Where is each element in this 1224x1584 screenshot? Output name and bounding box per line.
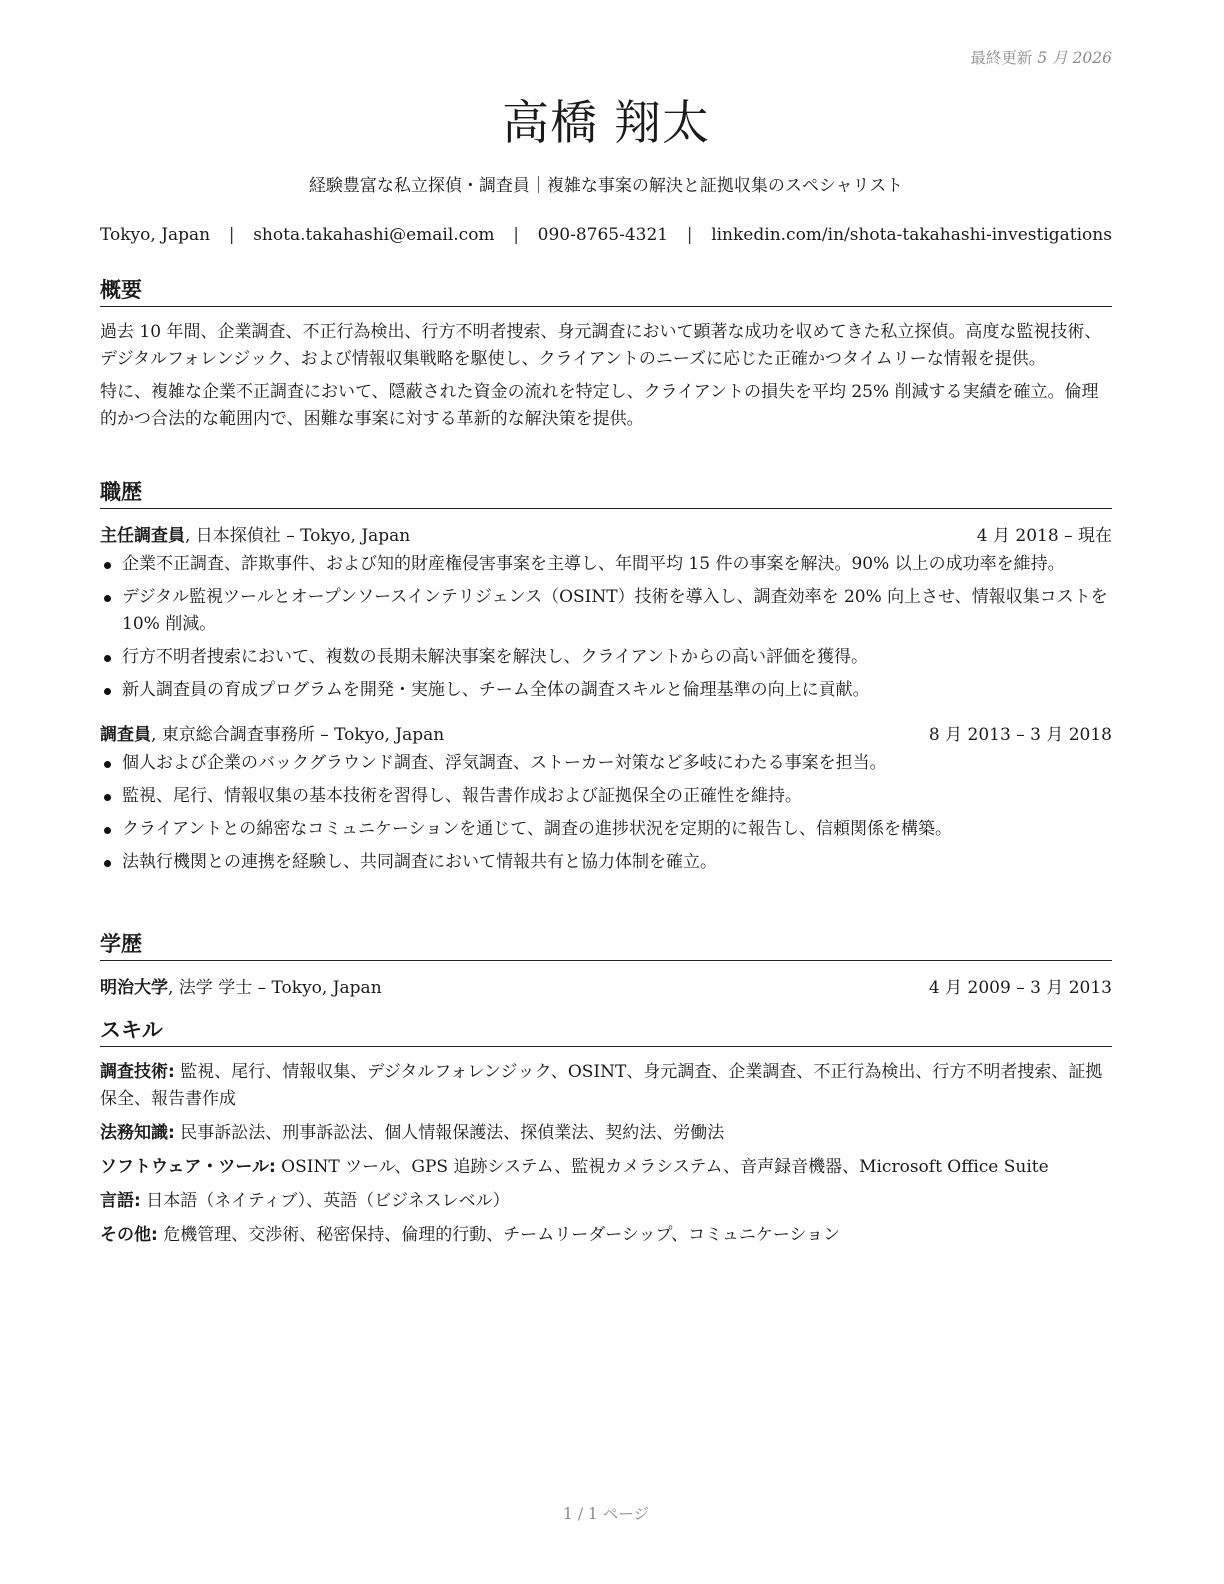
contact-separator: |: [513, 225, 519, 245]
job-bullet: 法執行機関との連携を経験し、共同調査において情報共有と協力体制を確立。: [100, 849, 1112, 876]
education-degree: , 法学 学士 – Tokyo, Japan: [168, 978, 382, 998]
last-updated-label: 最終更新: [970, 49, 1033, 67]
job-bullets: [100, 551, 1112, 704]
last-updated: [970, 46, 1112, 68]
job-bullet: 個人および企業のバックグラウンド調査、浮気調査、ストーカー対策など多岐にわたる事案を担当。: [100, 750, 1112, 777]
job-bullet: 企業不正調査、詐欺事件、および知的財産権侵害事案を主導し、年間平均 15 件の事案を解決。90% 以上の成功率を維持。: [100, 551, 1112, 578]
job-entry: [100, 722, 1112, 876]
job-bullet: 行方不明者捜索において、複数の長期未解決事案を解決し、クライアントからの高い評価を獲得。: [100, 644, 1112, 671]
job-bullet: 監視、尾行、情報収集の基本技術を習得し、報告書作成および証拠保全の正確性を維持。: [100, 783, 1112, 810]
job-dates: 8 月 2013 – 3 月 2018: [928, 725, 1112, 745]
candidate-name: 高橋 翔太: [502, 96, 710, 151]
contact-email[interactable]: shota.takahashi@email.com: [253, 225, 495, 245]
education-dates: 4 月 2009 – 3 月 2013: [928, 978, 1112, 998]
skills-list: [100, 1059, 1112, 1249]
skill-value: 日本語（ネイティブ）、英語（ビジネスレベル）: [140, 1191, 510, 1211]
skill-value: OSINT ツール、GPS 追跡システム、監視カメラシステム、音声録音機器、Microsoft Office Suite: [275, 1157, 1049, 1177]
skill-item: [100, 1188, 1112, 1215]
job-header: [100, 523, 1112, 549]
job-org: , 東京総合調査事務所 – Tokyo, Japan: [151, 725, 445, 745]
skill-label: 言語:: [100, 1191, 141, 1211]
job-position: 調査員: [100, 725, 151, 745]
job-bullet: 新人調査員の育成プログラムを開発・実施し、チーム全体の調査スキルと倫理基準の向上に貢献。: [100, 677, 1112, 704]
skill-value: 監視、尾行、情報収集、デジタルフォレンジック、OSINT、身元調査、企業調査、不正行為検出、行方不明者捜索、証拠保全、報告書作成: [100, 1062, 1103, 1109]
skills-section: [100, 1016, 1112, 1256]
skill-value: 危機管理、交渉術、秘密保持、倫理的行動、チームリーダーシップ、コミュニケーション: [157, 1225, 841, 1245]
contact-phone[interactable]: 090-8765-4321: [537, 225, 669, 245]
contact-linkedin[interactable]: linkedin.com/in/shota-takahashi-investigations: [711, 225, 1112, 245]
contact-separator: |: [228, 225, 235, 245]
summary-paragraph: 過去 10 年間、企業調査、不正行為検出、行方不明者捜索、身元調査において顕著な成功を収めてきた私立探偵。高度な監視技術、デジタルフォレンジック、および情報収集戦略を駆使し、クライアントのニーズに応じた正確かつタイムリーな情報を提供。: [100, 322, 1102, 369]
education-section: [100, 930, 1112, 1001]
contact-separator: |: [686, 225, 693, 245]
job-title-line: [100, 722, 444, 748]
skill-value: 民事訴訟法、刑事訴訟法、個人情報保護法、探偵業法、契約法、労働法: [174, 1123, 725, 1143]
experience-section: [100, 478, 1112, 882]
summary-section: [100, 276, 1112, 433]
contact-location: Tokyo, Japan: [100, 225, 211, 245]
section-title-skills: スキル: [100, 1016, 1112, 1047]
skill-item: [100, 1222, 1112, 1249]
job-header: [100, 722, 1112, 748]
skill-label: 法務知識:: [100, 1123, 175, 1143]
education-line: [100, 975, 382, 1001]
section-title-education: 学歴: [100, 930, 1112, 961]
summary-paragraph: 特に、複雑な企業不正調査において、隠蔽された資金の流れを特定し、クライアントの損失を平均 25% 削減する実績を確立。倫理的かつ合法的な範囲内で、困難な事案に対する革新的な解決策を提供。: [100, 382, 1099, 429]
job-entry: [100, 523, 1112, 704]
last-updated-date: 5 月 2026: [1037, 49, 1112, 67]
job-bullet: クライアントとの綿密なコミュニケーションを通じて、調査の進捗状況を定期的に報告し、信頼関係を構築。: [100, 816, 1112, 843]
skill-label: その他:: [100, 1225, 158, 1245]
job-bullets: [100, 750, 1112, 876]
job-org: , 日本探偵社 – Tokyo, Japan: [185, 526, 411, 546]
resume-page: [100, 0, 1112, 1584]
education-school: 明治大学: [100, 978, 168, 998]
job-bullet: デジタル監視ツールとオープンソースインテリジェンス（OSINT）技術を導入し、調査効率を 20% 向上させ、情報収集コストを 10% 削減。: [100, 584, 1112, 638]
section-title-summary: 概要: [100, 276, 1112, 307]
skill-item: [100, 1120, 1112, 1147]
education-entry: [100, 975, 1112, 1001]
skill-item: [100, 1154, 1112, 1181]
job-position: 主任調査員: [100, 526, 185, 546]
section-title-experience: 職歴: [100, 478, 1112, 509]
job-title-line: [100, 523, 410, 549]
contact-line: [100, 225, 1112, 245]
job-dates: 4 月 2018 – 現在: [976, 526, 1112, 546]
skill-item: [100, 1059, 1112, 1113]
skill-label: ソフトウェア・ツール:: [100, 1157, 276, 1177]
page-number: 1 / 1 ページ: [563, 1505, 649, 1523]
skill-label: 調査技術:: [100, 1062, 175, 1082]
tagline: 経験豊富な私立探偵・調査員｜複雑な事案の解決と証拠収集のスペシャリスト: [308, 176, 904, 196]
